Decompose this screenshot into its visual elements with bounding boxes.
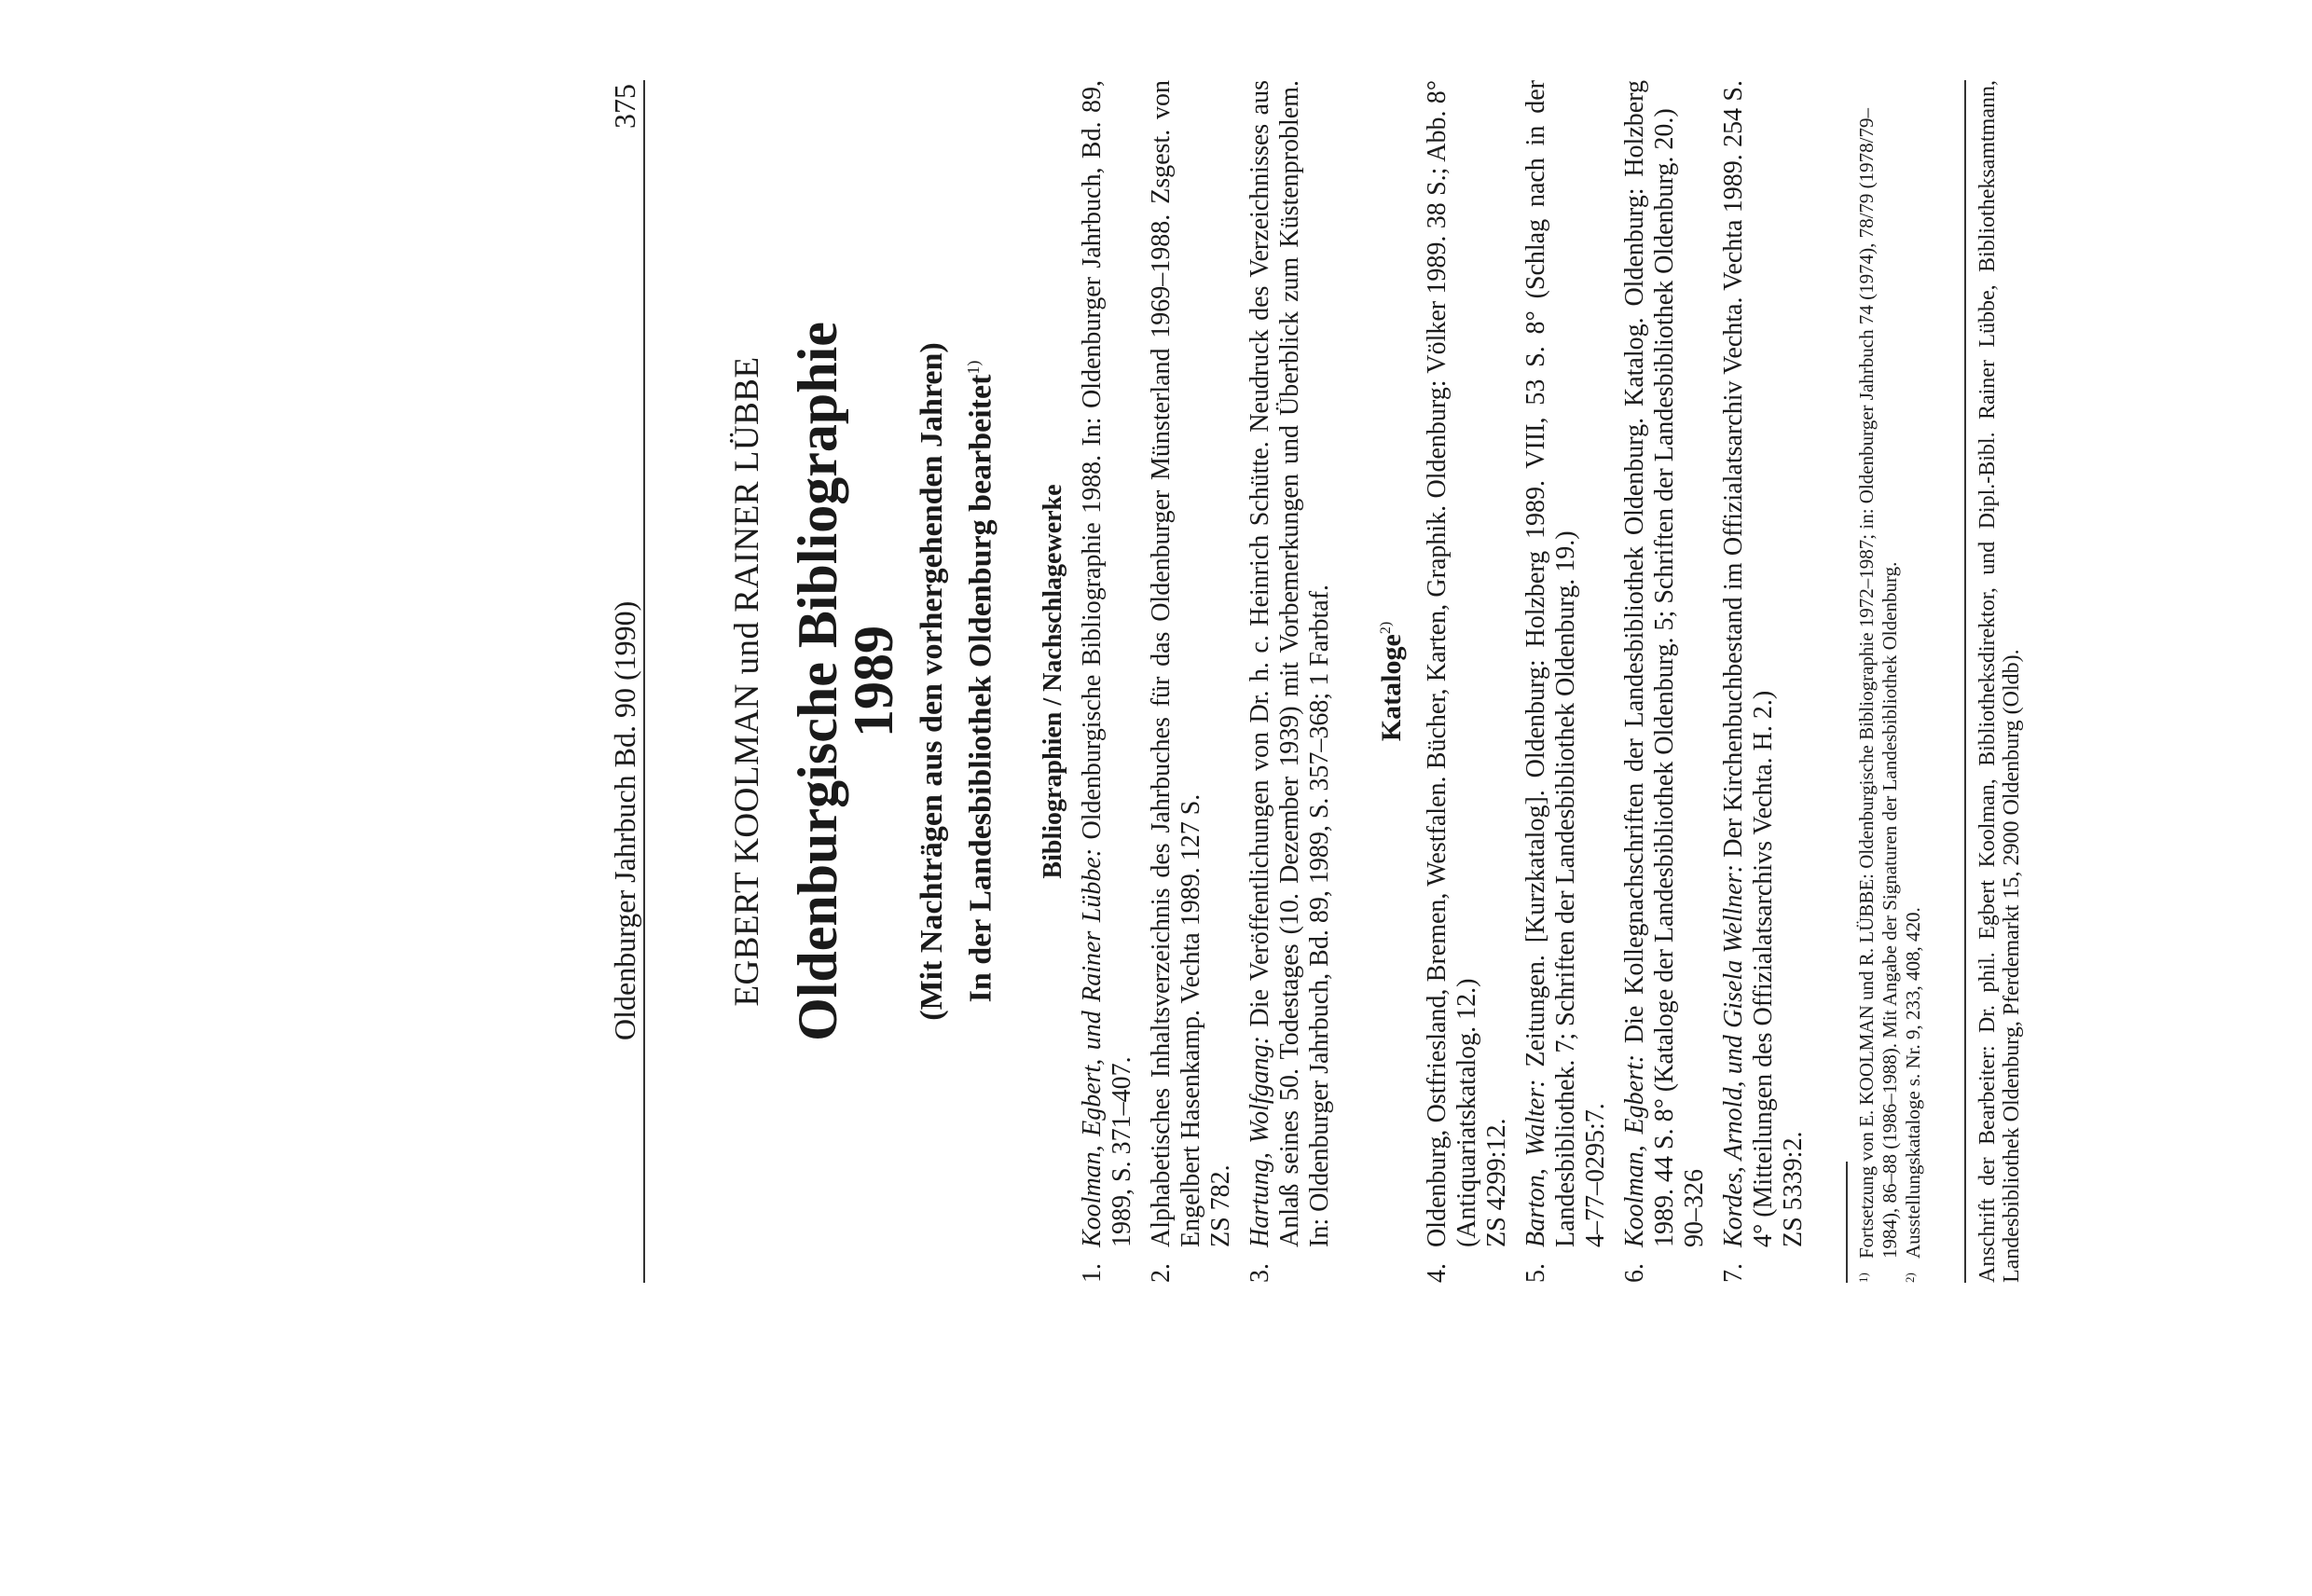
- entry-text: Die Veröffentlichungen von Dr. h. c. Heinrich Schütte. Neudruck des Verzeichnisses aus Anlaß seines 50. Todestages (10. Dezember 1939) mit Vorbemerkungen und Überblick zum Küstenproblem. In: Oldenburger Jahrbuch, Bd. 89, 1989, S. 357–368; 1 Farbtaf.: [1245, 80, 1335, 1247]
- entry-body: [1521, 80, 1611, 1247]
- footnote: [1902, 80, 1925, 1283]
- entry-call-number: 90–326: [1680, 1169, 1710, 1247]
- entry-body: [1078, 80, 1137, 1247]
- entry-body: [1423, 80, 1512, 1247]
- entry-list-kataloge: [1423, 80, 1809, 1283]
- footnote: [1855, 80, 1902, 1283]
- entry-body: [1147, 80, 1236, 1247]
- entry-list-bibliographien: [1078, 80, 1335, 1283]
- article-subtitle: [911, 80, 1001, 1283]
- entry-number: 1.: [1078, 1263, 1108, 1283]
- bibliography-entry: [1245, 80, 1335, 1283]
- footnotes: [1846, 80, 1925, 1283]
- author-address: Anschrift der Bearbeiter: Dr. phil. Egbert Koolman, Bibliotheksdirektor, und Dipl.-Bibl. Rainer Lübbe, Bibliotheksamtmann, Landesbibliothek Oldenburg, Pferdemarkt 15, 2900 Oldenburg (Oldb).: [1964, 80, 2024, 1283]
- footnote-rule: [1846, 1162, 1848, 1283]
- entry-number: 7.: [1719, 1263, 1749, 1283]
- bibliography-entry: [1147, 80, 1236, 1283]
- entry-author: Koolman, Egbert, und Rainer Lübbe:: [1078, 847, 1108, 1247]
- entry-text: Der Kirchenbuchbestand im Offizialatsarchiv Vechta. Vechta 1989. 254 S. 4° (Mitteilungen des Offizialatsarchivs Vechta. H. 2.): [1719, 80, 1779, 1247]
- bibliography-entry: [1521, 80, 1611, 1283]
- rotated-page: [420, 80, 2025, 1413]
- entry-body: [1620, 80, 1710, 1247]
- bibliography-entry: [1423, 80, 1512, 1283]
- article-title-line1: Oldenburgische Bibliographie: [787, 322, 848, 1041]
- entry-author: Barton, Walter:: [1521, 1079, 1551, 1247]
- entry-number: 2.: [1147, 1263, 1177, 1283]
- bibliography-entry: [1078, 80, 1137, 1283]
- footnote-ref-1: 1): [964, 360, 983, 375]
- entry-text: Alphabetisches Inhaltsverzeichnis des Jahrbuches für das Oldenburger Münsterland 1969–1988. Zsgest. von Engelbert Hasenkamp. Vechta 1989. 127 S.: [1147, 80, 1206, 1247]
- entry-author: Hartung, Wolfgang:: [1245, 1035, 1275, 1247]
- entry-text: Die Kollegnachschriften der Landesbibliothek Oldenburg. Katalog. Oldenburg: Holzberg 1989. 44 S. 8° (Kataloge der Landesbibliothek Oldenburg. 5; Schriften der Landesbibliothek Oldenburg. 20.): [1620, 80, 1680, 1247]
- article-title: [787, 80, 904, 1283]
- entry-text: Zeitungen. [Kurzkatalog]. Oldenburg: Holzberg 1989. VIII, 53 S. 8° (Schlag nach in der Landesbibliothek. 7; Schriften der Landesbibliothek Oldenburg. 19.): [1521, 80, 1581, 1247]
- article-authors: EGBERT KOOLMAN und RAINER LÜBBE: [728, 356, 766, 1007]
- running-head: [606, 80, 645, 1283]
- entry-number: 5.: [1521, 1263, 1551, 1283]
- page-number: 375: [608, 84, 641, 129]
- footnote-mark: 1): [1856, 1273, 1871, 1283]
- entry-call-number: ZS 5339:2.: [1779, 1131, 1809, 1247]
- section-heading-bibliographien: Bibliographien / Nachschlagewerke: [1039, 484, 1068, 879]
- entry-body: [1719, 80, 1809, 1247]
- entry-text: Oldenburg, Ostfriesland, Bremen, Westfalen. Bücher, Karten, Graphik. Oldenburg: Völker 1989. 38 S.; Abb. 8° (Antiquariatskatalog. 12.): [1423, 80, 1482, 1247]
- entry-number: 3.: [1245, 1263, 1275, 1283]
- section-heading-kataloge: Kataloge$^{2)}$: [1376, 621, 1408, 742]
- page-content: [606, 80, 2024, 1283]
- footnote-text: Ausstellungskataloge s. Nr. 9, 233, 408, 420.: [1902, 907, 1925, 1259]
- subtitle-line1: (Mit Nachträgen aus den vorhergehenden Jahren): [915, 342, 949, 1021]
- entry-number: 6.: [1620, 1263, 1650, 1283]
- entry-call-number: ZS 4299:12.: [1482, 1118, 1512, 1247]
- entry-author: Koolman, Egbert:: [1620, 1053, 1650, 1247]
- entry-call-number: 4–77–0295:7.: [1581, 1103, 1611, 1247]
- entry-number: 4.: [1423, 1263, 1452, 1283]
- bibliography-entry: [1620, 80, 1710, 1283]
- entry-body: [1245, 80, 1335, 1247]
- entry-text: Oldenburgische Bibliographie 1988. In: Oldenburger Jahrbuch, Bd. 89, 1989, S. 371–407.: [1078, 80, 1137, 1247]
- footnote-text: Fortsetzung von E. KOOLMAN und R. LÜBBE: Oldenburgische Bibliographie 1972–1987; in: Oldenburger Jahrbuch 74 (1974), 78/79 (1978/79–1984), 86–88 (1986–1988). Mit Angabe der Signaturen der Landesbibliothek Oldenburg.: [1855, 107, 1902, 1259]
- journal-title: Oldenburger Jahrbuch Bd. 90 (1990): [608, 600, 641, 1040]
- footnote-mark: 2): [1903, 1273, 1918, 1283]
- article-title-line2: 1989: [843, 626, 904, 737]
- entry-call-number: ZS 782.: [1206, 1164, 1236, 1247]
- footnote-ref-2: 2): [1378, 621, 1395, 635]
- bibliography-entry: [1719, 80, 1809, 1283]
- subtitle-line2: In der Landesbibliothek Oldenburg bearbeitet$^{1)}$: [963, 360, 998, 1003]
- entry-author: Kordes, Arnold, und Gisela Wellner:: [1719, 864, 1749, 1247]
